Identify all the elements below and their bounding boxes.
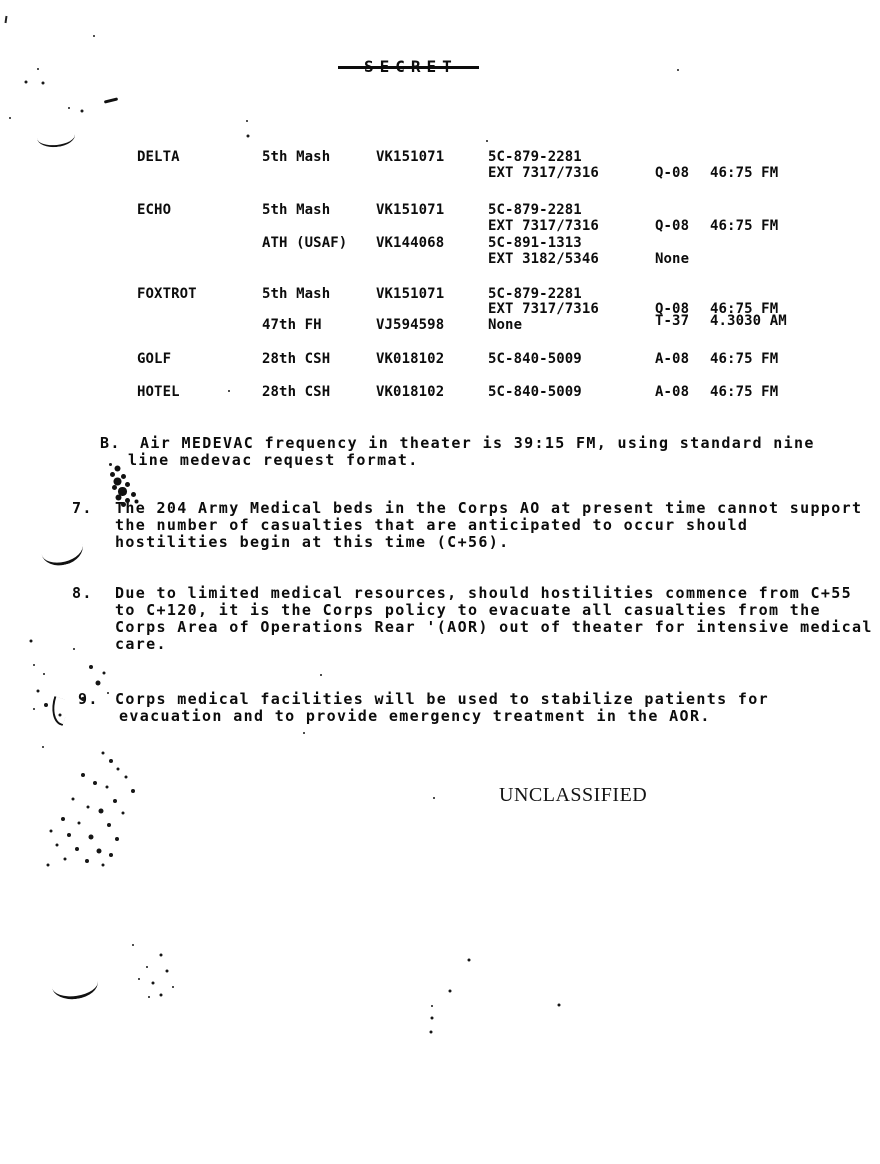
classification-footer: UNCLASSIFIED	[499, 784, 648, 806]
cell-phone: 5C-840-5009	[488, 384, 582, 400]
paragraph-label: 8.	[72, 584, 93, 602]
cell-unit: ATH (USAF)	[262, 235, 348, 251]
cell-frequency: 46:75 FM	[710, 384, 779, 400]
cell-grid: VJ594598	[376, 317, 445, 333]
paragraph-line: hostilities begin at this time (C+56).	[115, 533, 510, 551]
paragraph-line: line medevac request format.	[128, 451, 419, 469]
cell-phone: 5C-879-2281	[488, 149, 582, 165]
cell-callsign: ECHO	[137, 202, 172, 218]
ink-speckle-cluster	[42, 746, 44, 748]
cell-phone: None	[488, 317, 523, 333]
cell-freq-designator: Q-08	[655, 165, 690, 181]
cell-callsign: GOLF	[137, 351, 172, 367]
ink-speckle-cluster	[132, 944, 134, 946]
paragraph-label: 9.	[78, 690, 99, 708]
cell-grid: VK144068	[376, 235, 445, 251]
pen-arc-mark	[38, 529, 86, 569]
cell-freq-designator: A-08	[655, 351, 690, 367]
paragraph-line: the number of casualties that are anticipated to occur should	[115, 516, 749, 534]
paragraph-label: 7.	[72, 499, 93, 517]
pen-hook-mark	[46, 696, 70, 726]
paragraph-line: The 204 Army Medical beds in the Corps AO at present time cannot support	[115, 499, 863, 517]
paragraph-line: care.	[115, 635, 167, 653]
paragraph-line: Due to limited medical resources, should hostilities commence from C+55	[115, 584, 853, 602]
cell-callsign: DELTA	[137, 149, 180, 165]
ink-speckle-cluster	[677, 69, 679, 71]
cell-phone-ext: EXT 3182/5346	[488, 251, 599, 267]
ink-speckle-cluster	[93, 35, 95, 37]
cell-frequency: 46:75 FM	[710, 165, 779, 181]
cell-unit: 5th Mash	[262, 202, 331, 218]
cell-phone: 5C-879-2281	[488, 286, 582, 302]
pen-arc-mark	[50, 967, 100, 1002]
cell-grid: VK151071	[376, 202, 445, 218]
cell-unit: 5th Mash	[262, 149, 331, 165]
cell-freq-designator: None	[655, 251, 690, 267]
ink-tick-mark	[5, 16, 8, 23]
paragraph-line: evacuation and to provide emergency treatment in the AOR.	[119, 707, 711, 725]
cell-phone-ext: EXT 7317/7316	[488, 218, 599, 234]
cell-frequency: 46:75 FM	[710, 301, 779, 317]
cell-unit: 5th Mash	[262, 286, 331, 302]
cell-frequency: 4.3030 AM	[710, 313, 787, 329]
ink-smudge	[109, 463, 112, 466]
paragraph-line: Corps medical facilities will be used to stabilize patients for	[115, 690, 769, 708]
cell-unit: 28th CSH	[262, 351, 331, 367]
cell-phone: 5C-840-5009	[488, 351, 582, 367]
cell-grid: VK018102	[376, 351, 445, 367]
cell-callsign: FOXTROT	[137, 286, 197, 302]
cell-freq-designator: Q-08	[655, 218, 690, 234]
cell-frequency: 46:75 FM	[710, 218, 779, 234]
pen-arc-mark	[36, 124, 76, 149]
strikethrough-line	[338, 66, 479, 69]
cell-frequency: 46:75 FM	[710, 351, 779, 367]
ink-dash-mark	[104, 97, 118, 103]
cell-phone: 5C-879-2281	[488, 202, 582, 218]
paragraph-line: Corps Area of Operations Rear '(AOR) out of theater for intensive medical	[115, 618, 873, 636]
cell-freq-designator: T-37	[655, 313, 690, 329]
cell-phone-ext: EXT 7317/7316	[488, 301, 599, 317]
cell-phone: 5C-891-1313	[488, 235, 582, 251]
paragraph-line: to C+120, it is the Corps policy to evacuate all casualties from the	[115, 601, 821, 619]
cell-freq-designator: Q-08	[655, 301, 690, 317]
ink-speckle-cluster	[33, 664, 35, 666]
cell-phone-ext: EXT 7317/7316	[488, 165, 599, 181]
cell-callsign: HOTEL	[137, 384, 180, 400]
cell-unit: 28th CSH	[262, 384, 331, 400]
paragraph-label: B.	[100, 434, 121, 452]
cell-grid: VK151071	[376, 149, 445, 165]
cell-grid: VK151071	[376, 286, 445, 302]
cell-unit: 47th FH	[262, 317, 322, 333]
cell-freq-designator: A-08	[655, 384, 690, 400]
cell-grid: VK018102	[376, 384, 445, 400]
paragraph-line: Air MEDEVAC frequency in theater is 39:15 FM, using standard nine	[140, 434, 815, 452]
